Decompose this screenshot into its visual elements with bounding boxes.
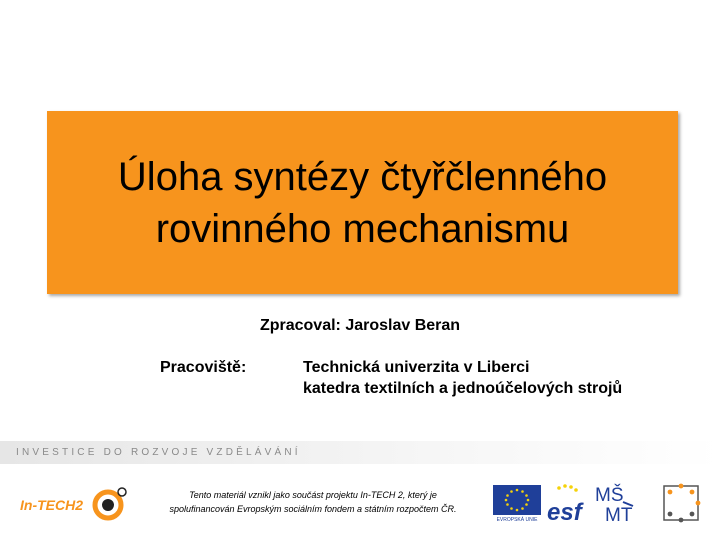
opvk-dark-dots-icon	[668, 512, 695, 523]
opvk-dots-icon	[668, 484, 701, 506]
footer-note-line2: spolufinancován Evropským sociálním fondem a státním rozpočtem ČR.	[169, 504, 457, 514]
slide-title: Úloha syntézy čtyřčlenného rovinného mechanismu	[117, 154, 608, 251]
footer-note	[148, 488, 478, 516]
workplace-department: katedra textilních a jednoúčelových strojů	[303, 380, 623, 397]
opvk-logo	[658, 480, 704, 526]
title-box	[47, 111, 678, 294]
intech-logo	[18, 485, 132, 525]
footer-note-line1: Tento materiál vznikl jako součást projektu In-TECH 2, který je	[189, 490, 437, 500]
msmt-logo-bottom: MT	[605, 505, 633, 524]
eu-flag-logo	[493, 485, 541, 523]
eu-caption: EVROPSKÁ UNIE	[496, 517, 538, 523]
workplace-label: Pracoviště:	[160, 359, 247, 376]
workplace-university: Technická univerzita v Liberci	[303, 359, 530, 376]
msmt-logo-top: MŠ	[595, 485, 624, 506]
intech-logo-text: In-TECH2	[20, 497, 83, 513]
esf-logo	[545, 482, 591, 524]
author-line: Zpracoval: Jaroslav Beran	[259, 317, 461, 334]
msmt-logo	[593, 482, 655, 524]
esf-stars-icon	[557, 484, 578, 492]
intech-core-icon	[102, 499, 114, 511]
esf-logo-text: esf	[547, 499, 582, 524]
intech-dot-icon	[118, 488, 126, 496]
band-text: INVESTICE DO ROZVOJE VZDĚLÁVÁNÍ	[16, 447, 301, 458]
investment-band	[0, 441, 720, 464]
